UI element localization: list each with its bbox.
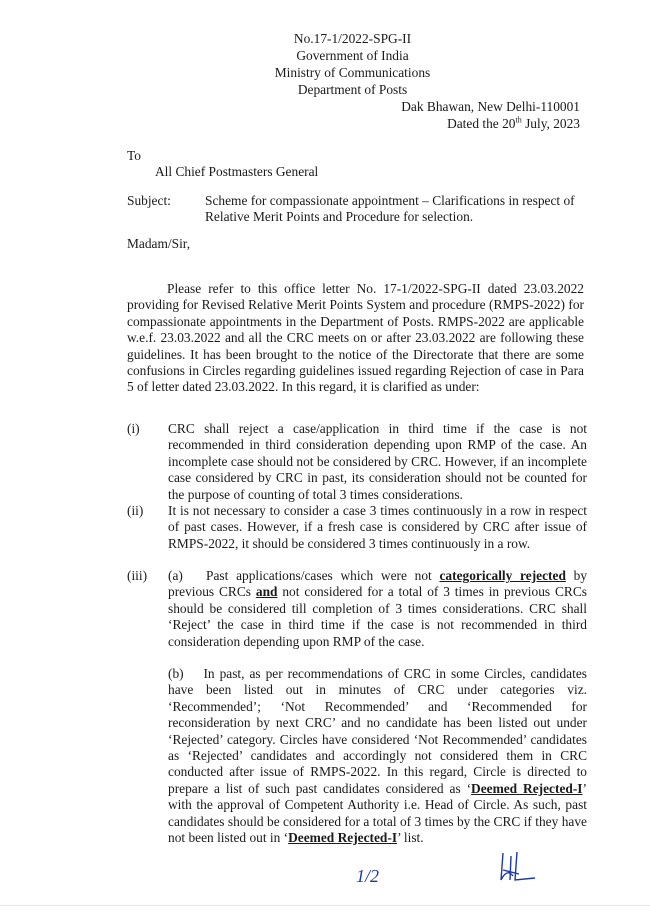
date-suffix: July, 2023 (521, 116, 580, 131)
emphasis: Deemed Rejected-I (471, 780, 583, 796)
sub-label: (a) (168, 568, 183, 583)
date-prefix: Dated the 20 (447, 116, 516, 131)
subject-text: Scheme for compassionate appointment – Clarifications in respect of Relative Merit Points and Procedure for selection. (205, 193, 575, 225)
point-label: (i) (127, 421, 140, 436)
addressee: All Chief Postmasters General (155, 164, 319, 179)
point-iii-a (168, 568, 587, 650)
file-number: No.17-1/2022-SPG-II (293, 31, 412, 46)
point-iii-b (168, 666, 587, 846)
salutation: Madam/Sir, (127, 236, 191, 251)
subject-label: Subject: (127, 193, 171, 208)
emphasis: categorically rejected (439, 568, 566, 583)
signature-icon (495, 848, 540, 888)
point-i (127, 421, 587, 503)
text-run: ’ with the approval of Competent Authority i.e. Head of Circle. As such, past candidates should be considered for a total of 3 times by the CRC if they have not been listed out in ‘ (168, 780, 587, 846)
point-label: (iii) (127, 568, 148, 583)
emphasis: Deemed Rejected-I (288, 830, 398, 846)
point-text: CRC shall reject a case/application in third time if the case is not recommended in third consideration depending upon RMP of the case. An incomplete case should not be considered by CRC. However, if an incomplete case considered by CRC in past, its consideration should not be counted for the purpose of counting of total 3 times considerations. (168, 421, 587, 502)
intro-paragraph: Please refer to this office letter No. 17-1/2022-SPG-II dated 23.03.2022 providing for Revised Relative Merit Points System and procedure (RMPS-2022) for compassionate appointments in the Department of Posts. RMPS-2022 are applicable w.e.f. 23.03.2022 and all the CRC meets on or after 23.03.2022 are following these guidelines. It has been brought to the notice of the Directorate that there are some confusions in Circles regarding guidelines issued regarding Rejection of case in Para 5 of letter dated 23.03.2022. In this regard, it is clarified as under: (127, 281, 584, 395)
point-text: It is not necessary to consider a case 3 times continuously in a row in respect of past cases. However, if a fresh case is considered by CRC after issue of RMPS-2022, it should be considered 3 times continuously in a row. (168, 503, 587, 551)
text-run: ’ list. (397, 830, 424, 846)
text-run: not considered for a total of 3 times in previous CRCs should be considered till completion of 3 times considerations. CRC shall ‘Reject’ the case in third time if the case is not recommended in third consideration depending upon RMP of the case. (168, 584, 587, 649)
page-marker: 1/2 (356, 866, 380, 886)
point-iii (127, 568, 587, 847)
department: Department of Posts (297, 82, 408, 97)
letterhead (230, 30, 475, 98)
emphasis: and (255, 584, 278, 600)
ministry: Ministry of Communications (274, 65, 431, 80)
address-block (401, 98, 580, 132)
date-sup: th (515, 115, 522, 125)
text-run: In past, as per recommendations of CRC in some Circles, candidates have been listed out in minutes of CRC under categories viz. ‘Recommended’; ‘Not Recommended’ and ‘Recommended for reconsideration by next CRC’ and no candidate has been listed out under ‘Rejected’ category. Circles have considered ‘Not Recommended’ candidates as ‘Rejected’ candidates and accordingly not considered them in CRC conducted after issue of RMPS-2022. In this regard, Circle is directed to prepare a list of such past candidates considered as ‘ (168, 666, 587, 796)
text-run: by previous CRCs (168, 568, 588, 600)
text-run: Past applications/cases which were not (206, 568, 440, 583)
page-edge (0, 905, 650, 906)
point-label: (ii) (127, 503, 144, 518)
address: Dak Bhawan, New Delhi-110001 (401, 99, 580, 114)
date (401, 115, 580, 132)
point-ii (127, 503, 587, 552)
government: Government of India (296, 48, 409, 63)
sub-label: (b) (168, 666, 184, 682)
to-label: To (127, 148, 141, 163)
